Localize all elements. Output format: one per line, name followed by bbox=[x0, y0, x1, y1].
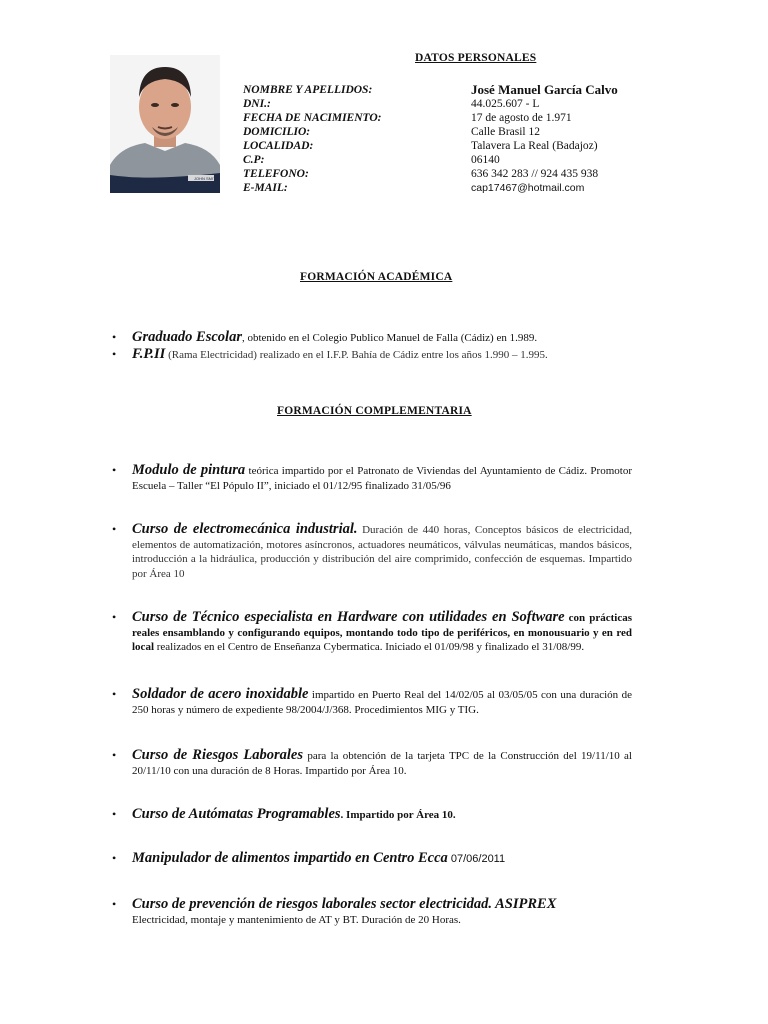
label-name: NOMBRE Y APELLIDOS: bbox=[243, 84, 373, 96]
label-dni: DNI.: bbox=[243, 98, 271, 110]
bullet-icon: • bbox=[112, 522, 117, 536]
item-title: F.P.II bbox=[132, 346, 166, 362]
item-text: Electricidad, montaje y mantenimiento de AT y BT. Duración de 20 Horas. bbox=[132, 913, 461, 926]
item-title: Curso de Riesgos Laborales bbox=[132, 747, 304, 763]
complementary-item bbox=[112, 610, 632, 655]
item-title: Curso de electromecánica industrial. bbox=[132, 521, 358, 537]
value-phone: 636 342 283 // 924 435 938 bbox=[471, 168, 599, 180]
bullet-icon: • bbox=[112, 610, 117, 624]
value-dni: 44.025.607 - L bbox=[471, 98, 540, 110]
shirt-logo-text: JOHN SMITH bbox=[194, 176, 219, 181]
item-text: teórica impartido por el Patronato de Viviendas del Ayuntamiento de Cádiz. Promotor Escuela – Taller “El Pópulo II”, iniciado el 01/12/95 finalizado 31/05/96 bbox=[132, 465, 632, 492]
complementary-item bbox=[112, 851, 632, 867]
item-bold-text: . Impartido por Área 10. bbox=[340, 809, 456, 821]
complementary-item bbox=[112, 748, 632, 778]
complementary-item bbox=[112, 522, 632, 581]
bullet-icon: • bbox=[112, 347, 117, 361]
value-email[interactable]: cap17467@hotmail.com bbox=[471, 182, 585, 194]
bullet-icon: • bbox=[112, 807, 117, 821]
item-title: Curso de Autómatas Programables bbox=[132, 806, 341, 822]
item-text: , obtenido en el Colegio Publico Manuel de Falla (Cádiz) en 1.989. bbox=[241, 332, 538, 344]
bullet-icon: • bbox=[112, 687, 117, 701]
label-town: LOCALIDAD: bbox=[243, 140, 314, 152]
label-cp: C.P: bbox=[243, 154, 265, 166]
value-name: José Manuel García Calvo bbox=[471, 82, 618, 97]
item-title: Graduado Escolar bbox=[132, 329, 242, 345]
complementary-heading: FORMACIÓN COMPLEMENTARIA bbox=[277, 405, 472, 417]
bullet-icon: • bbox=[112, 851, 117, 865]
bullet-icon: • bbox=[112, 463, 117, 477]
item-title: Manipulador de alimentos impartido en Centro Ecca bbox=[132, 850, 448, 866]
complementary-item bbox=[112, 463, 632, 493]
personal-labels bbox=[243, 83, 381, 195]
value-cp: 06140 bbox=[471, 154, 500, 166]
value-town: Talavera La Real (Badajoz) bbox=[471, 140, 598, 152]
bullet-icon: • bbox=[112, 748, 117, 762]
item-title: Soldador de acero inoxidable bbox=[132, 686, 309, 702]
bullet-icon: • bbox=[112, 897, 117, 911]
item-text: (Rama Electricidad) realizado en el I.F.P. Bahía de Cádiz entre los años 1.990 – 1.995. bbox=[165, 349, 548, 361]
profile-photo bbox=[110, 55, 220, 193]
value-address: Calle Brasil 12 bbox=[471, 126, 540, 138]
label-phone: TELEFONO: bbox=[243, 168, 309, 180]
item-text: realizados en el Centro de Enseñanza Cybermatica. Iniciado el 01/09/98 y finalizado el 31/08/99. bbox=[154, 641, 585, 653]
complementary-item bbox=[112, 807, 632, 823]
complementary-item bbox=[112, 897, 632, 927]
item-date: 07/06/2011 bbox=[447, 853, 506, 865]
label-birth: FECHA DE NACIMIENTO: bbox=[243, 112, 382, 124]
item-title: Modulo de pintura bbox=[132, 462, 246, 478]
academic-heading: FORMACIÓN ACADÉMICA bbox=[300, 271, 453, 283]
academic-item bbox=[112, 347, 632, 363]
item-title: Curso de Técnico especialista en Hardware con utilidades en Software bbox=[132, 609, 565, 625]
personal-values bbox=[471, 83, 618, 195]
item-text: impartido en Puerto Real del 14/02/05 al 03/05/05 con una duración de 250 horas y número de expediente 98/2004/J/368. Procedimientos MIG y TIG. bbox=[132, 689, 632, 716]
academic-item bbox=[112, 330, 632, 346]
item-bold-text: con prácticas reales ensamblando y configurando equipos, montando todo tipo de periféricos, en monousuario y en red local bbox=[132, 612, 632, 653]
personal-data-heading: DATOS PERSONALES bbox=[415, 52, 537, 64]
label-address: DOMICILIO: bbox=[243, 126, 311, 138]
bullet-icon: • bbox=[112, 330, 117, 344]
item-text: para la obtención de la tarjeta TPC de la Construcción del 19/11/10 al 20/11/10 con una duración de 8 Horas. Impartido por Área 10. bbox=[132, 750, 632, 777]
item-text: Duración de 440 horas, Conceptos básicos de electricidad, elementos de automatización, motores asíncronos, actuadores neumáticos, válvulas neumáticas, mandos básicos, introducción a la hidráulica, producción y distribución del aire comprimido, confección de esquemas. Impartido por Área 10 bbox=[132, 524, 633, 580]
item-title: Curso de prevención de riesgos laborales sector electricidad. ASIPREX bbox=[132, 896, 557, 912]
complementary-item bbox=[112, 687, 632, 717]
value-birth: 17 de agosto de 1.971 bbox=[471, 112, 572, 124]
label-email: E-MAIL: bbox=[243, 182, 288, 194]
